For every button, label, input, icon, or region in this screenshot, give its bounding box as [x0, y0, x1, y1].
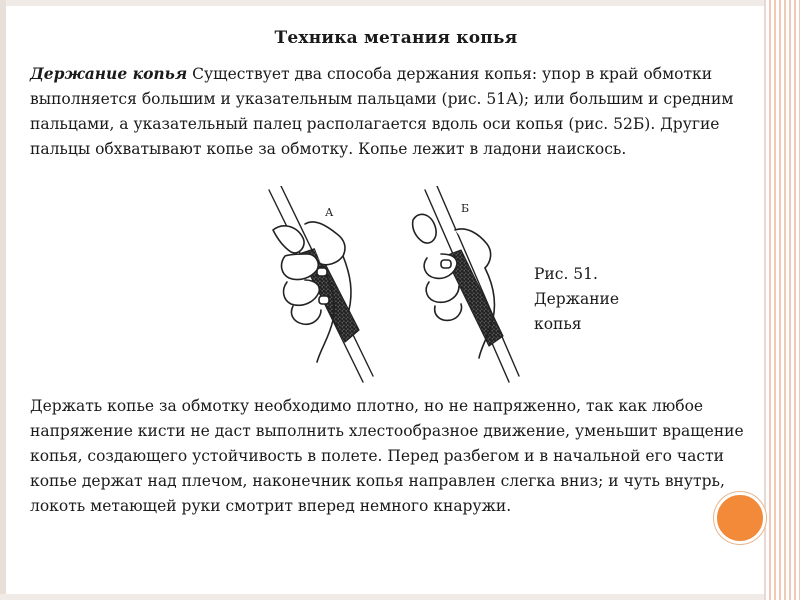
figure-label-b: Б [461, 202, 470, 215]
slide-frame-bottom [0, 594, 800, 600]
paragraph-lead: Держание копья [30, 64, 188, 83]
javelin-grip-illustration [255, 186, 525, 386]
caption-line-2: Держание [534, 290, 620, 308]
paragraph-holding [30, 61, 760, 162]
grip-figure-a [269, 186, 373, 382]
decorative-stripes [766, 0, 800, 600]
figure-caption [534, 262, 619, 337]
slide-title: Техника метания копья [274, 28, 518, 48]
paragraph-technique: Держать копье за обмотку необходимо плотно, но не напряженно, так как любое напряжение кисти не даст выполнить хлестообразное движение, уменьшит вращение копья, создающего устойчивость в полете. Перед разбегом и в начальной его части копье держат над плечом, наконечник копья направлен слегка вниз; и чуть внутрь, локоть метающей руки смотрит вперед немного кнаружи. [30, 397, 744, 515]
decorative-orange-circle [714, 492, 766, 544]
paragraph-holding-text: Существует два способа держания копья: упор в край обмотки выполняется большим и указательным пальцами (рис. 51А); или большим и средним пальцами, а указательный палец располагается вдоль оси копья (рис. 52Б). Другие пальцы обхватывают копье за обмотку. Копье лежит в ладони наискось. [30, 65, 734, 158]
grip-figure-b [413, 186, 519, 382]
caption-line-1: Рис. 51. [534, 265, 598, 283]
caption-line-3: копья [534, 315, 582, 333]
slide-frame-top [0, 0, 800, 6]
figure-label-a: А [325, 206, 334, 219]
slide-frame-left [0, 0, 6, 600]
